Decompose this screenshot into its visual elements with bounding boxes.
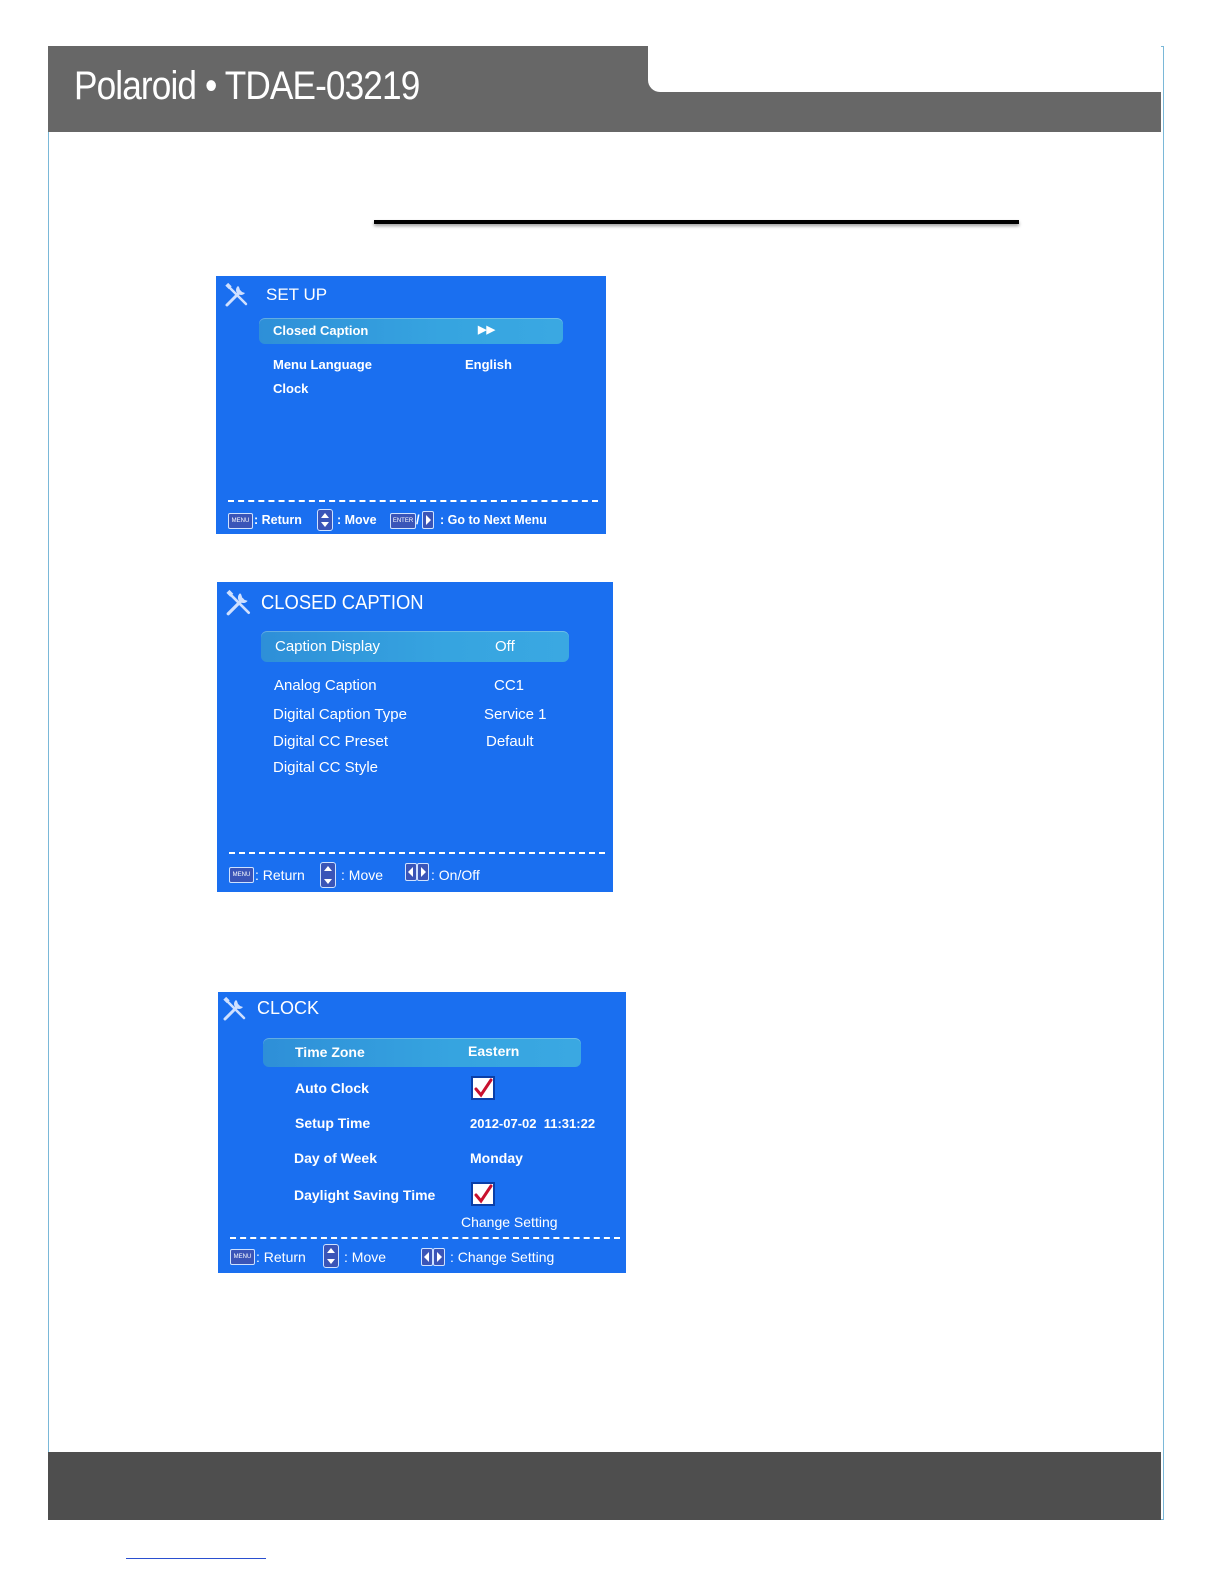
menu-item-daylight-saving-time[interactable]: Daylight Saving Time xyxy=(294,1187,436,1203)
menu-key-icon: MENU xyxy=(229,867,254,883)
on-off-hint: : On/Off xyxy=(431,867,480,883)
up-down-key-icon xyxy=(317,509,333,531)
document-title: Polaroid • TDAE-03219 xyxy=(74,64,420,108)
next-menu-hint: : Go to Next Menu xyxy=(440,513,547,527)
menu-item-label: Closed Caption xyxy=(273,323,369,338)
hint-divider xyxy=(230,1237,620,1239)
closed-caption-menu-screen xyxy=(217,582,613,892)
move-hint: : Move xyxy=(337,513,377,527)
digital-cc-preset-value: Default xyxy=(486,733,534,750)
up-down-key-icon xyxy=(320,862,336,888)
right-key-icon xyxy=(422,511,434,529)
menu-item-label: Caption Display xyxy=(275,638,381,655)
menu-item-clock[interactable]: Clock xyxy=(273,381,309,396)
caption-display-value: Off xyxy=(495,638,515,655)
tools-icon xyxy=(222,996,248,1022)
footer-link-underline[interactable] xyxy=(126,1558,266,1559)
move-hint: : Move xyxy=(344,1249,387,1265)
submenu-arrow-icon: ▶▶ xyxy=(478,324,495,336)
menu-item-auto-clock[interactable]: Auto Clock xyxy=(295,1080,369,1096)
hint-divider xyxy=(228,500,598,502)
menu-item-digital-caption-type[interactable]: Digital Caption Type xyxy=(273,706,407,723)
clock-menu-screen xyxy=(218,992,626,1273)
section-rule xyxy=(374,220,1019,224)
menu-language-value: English xyxy=(465,357,512,372)
header-tab xyxy=(648,46,1161,92)
menu-item-digital-cc-style[interactable]: Digital CC Style xyxy=(273,759,379,776)
tools-icon xyxy=(224,282,250,308)
time-zone-value: Eastern xyxy=(468,1043,520,1059)
footer-bar xyxy=(48,1452,1161,1520)
menu-title: SET UP xyxy=(266,285,328,304)
menu-item-menu-language[interactable]: Menu Language xyxy=(273,357,372,372)
left-right-key-icon xyxy=(421,1248,445,1266)
move-hint: : Move xyxy=(341,867,384,883)
menu-item-label: Time Zone xyxy=(295,1044,365,1060)
change-setting-status: Change Setting xyxy=(461,1214,558,1230)
menu-item-analog-caption[interactable]: Analog Caption xyxy=(274,677,377,694)
menu-key-icon: MENU xyxy=(230,1249,255,1265)
return-hint: : Return xyxy=(255,867,305,883)
menu-title: CLOCK xyxy=(257,998,320,1018)
analog-caption-value: CC1 xyxy=(494,677,525,694)
return-hint: : Return xyxy=(254,513,302,527)
enter-key-icon: ENTER xyxy=(390,513,416,529)
checkmark-icon xyxy=(473,1078,493,1098)
day-of-week-value: Monday xyxy=(470,1150,523,1166)
hint-divider xyxy=(229,852,605,854)
key-separator: / xyxy=(416,512,420,527)
setup-time-value: 2012-07-02 11:31:22 xyxy=(470,1116,596,1131)
daylight-saving-checkbox[interactable] xyxy=(471,1182,495,1206)
left-right-key-icon xyxy=(405,863,429,881)
setup-menu-screen xyxy=(216,276,606,534)
up-down-key-icon xyxy=(323,1244,339,1268)
auto-clock-checkbox[interactable] xyxy=(471,1076,495,1100)
return-hint: : Return xyxy=(256,1249,306,1265)
menu-title: CLOSED CAPTION xyxy=(261,592,424,614)
menu-item-day-of-week[interactable]: Day of Week xyxy=(294,1150,377,1166)
tools-icon xyxy=(225,588,253,618)
checkmark-icon xyxy=(473,1184,493,1204)
menu-item-digital-cc-preset[interactable]: Digital CC Preset xyxy=(273,733,389,750)
menu-key-icon: MENU xyxy=(228,513,253,529)
menu-item-setup-time[interactable]: Setup Time xyxy=(295,1115,371,1131)
digital-caption-type-value: Service 1 xyxy=(484,706,547,723)
change-setting-hint: : Change Setting xyxy=(450,1249,555,1265)
